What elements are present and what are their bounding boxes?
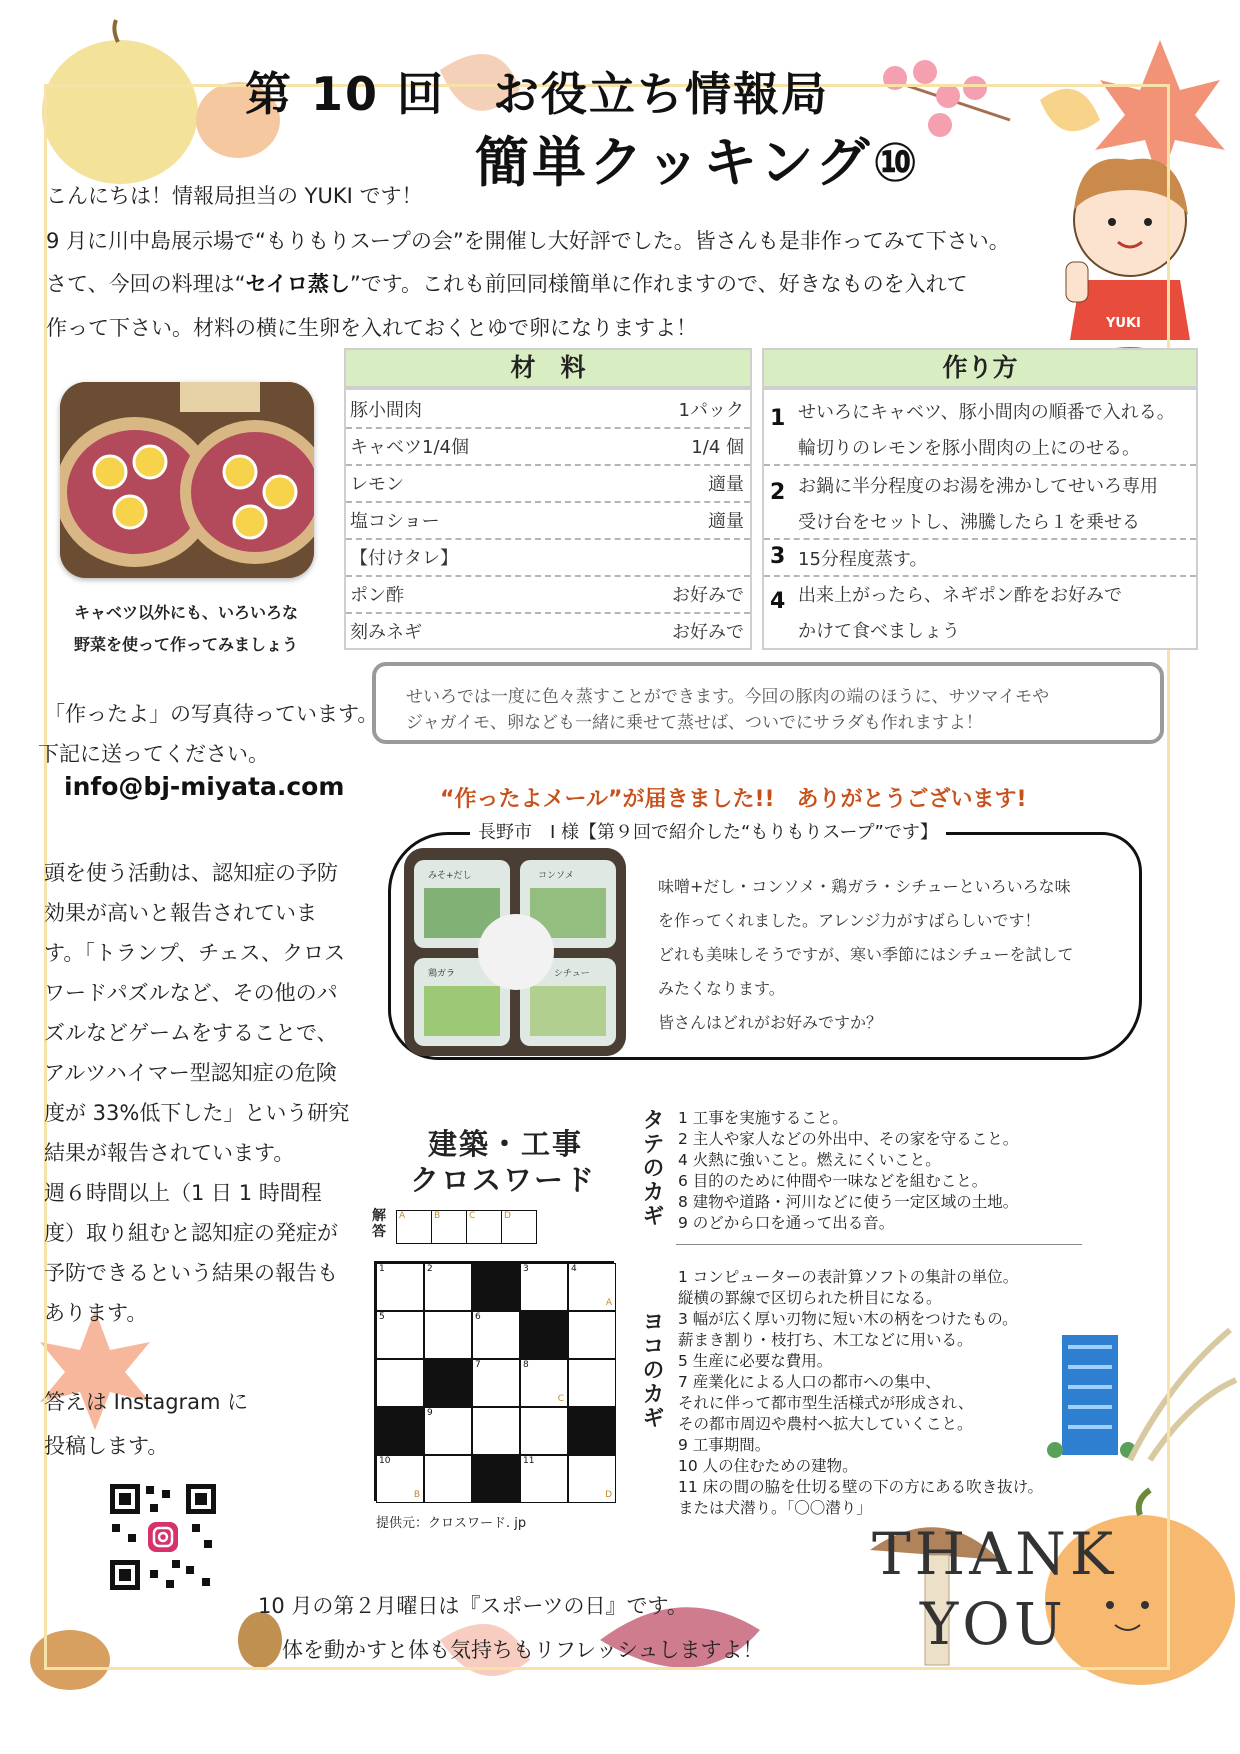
mail-text-line: どれも美味しそうですが、寒い季節にはシチューを試して <box>658 945 1074 964</box>
ingredient-name: 豚小間肉 <box>350 400 422 421</box>
brain-text-line: 頭を使う活動は、認知症の予防 <box>44 861 338 885</box>
container-label: みそ+だし <box>428 871 472 881</box>
crossword-black-cell <box>424 1359 472 1407</box>
method-step <box>764 538 1196 577</box>
ingredient-row <box>346 390 750 429</box>
yoko-clue: 薪まき割り・枝打ち、木工などに用いる。 <box>678 1331 973 1349</box>
cell-letter-marker: C <box>557 1394 564 1404</box>
intro-greeting: こんにちは！情報局担当の YUKI です！ <box>46 184 423 208</box>
crossword-black-cell <box>568 1407 616 1455</box>
cell-number: 3 <box>523 1264 529 1274</box>
answer-box-a[interactable] <box>397 1211 432 1243</box>
crossword-title-2: クロスワード <box>410 1163 597 1197</box>
mail-text-line: 皆さんはどれがお好みですか？ <box>658 1013 883 1032</box>
ingredient-name: レモン <box>350 474 404 495</box>
mail-text-line: を作ってくれました。アレンジ力がすばらしいです！ <box>658 911 1041 930</box>
method-step <box>764 390 1196 466</box>
mail-text-line: みたくなります。 <box>658 979 785 998</box>
crossword-black-cell <box>472 1263 520 1311</box>
crossword-cell[interactable] <box>376 1359 424 1407</box>
brain-text-line: 効果が高いと報告されていま <box>44 901 317 925</box>
crossword-black-cell <box>376 1407 424 1455</box>
container-label: コンソメ <box>538 871 574 881</box>
crossword-cell[interactable] <box>520 1359 568 1407</box>
page-subtitle: 簡単クッキング⑩ <box>475 131 922 194</box>
intro-line-4: 作って下さい。材料の横に生卵を入れておくとゆで卵になりますよ！ <box>46 316 697 340</box>
ingredient-row <box>346 501 750 540</box>
ingredient-row <box>346 464 750 503</box>
crossword-grid <box>374 1261 614 1501</box>
ingredient-row <box>346 427 750 466</box>
crossword-cell[interactable] <box>472 1407 520 1455</box>
crossword-cell[interactable] <box>376 1263 424 1311</box>
ingredients-header: 材 料 <box>344 348 752 388</box>
crossword-cell[interactable] <box>376 1455 424 1503</box>
photo-caption-2: 野菜を使って作ってみましょう <box>74 635 299 654</box>
answer-slot-label: A <box>399 1211 406 1221</box>
step-number: 1 <box>770 406 786 431</box>
brain-text-line: す。「トランプ、チェス、クロス <box>44 941 346 965</box>
container-label: 鶏ガラ <box>428 969 456 979</box>
tate-clue: 9 のどから口を通って出る音。 <box>678 1214 895 1232</box>
crossword-title-1: 建築・工事 <box>428 1127 584 1161</box>
answer-note-line-1: 答えは Instagram に <box>44 1390 249 1414</box>
crossword-cell[interactable] <box>472 1359 520 1407</box>
footer-line-1: 10 月の第２月曜日は『スポーツの日』です。 <box>258 1594 688 1618</box>
cell-number: 8 <box>523 1360 529 1370</box>
tate-clues-label: タテのカギ <box>639 1108 664 1228</box>
ingredient-row <box>346 538 750 577</box>
step-number: 2 <box>770 480 786 505</box>
answer-label: 解答 <box>372 1208 386 1240</box>
yoko-clue: 7 産業化による人口の都市への集中、 <box>678 1373 941 1391</box>
yoko-clue: 9 工事期間。 <box>678 1436 771 1454</box>
steamer-photo-drawing <box>60 382 314 578</box>
method-step <box>764 575 1196 649</box>
steamer-photo <box>60 382 314 578</box>
ingredient-row <box>346 612 750 649</box>
contact-email[interactable]: info@bj-miyata.com <box>64 772 345 801</box>
page-title: 第 10 回 お役立ち情報局 <box>245 67 830 121</box>
soup-containers-drawing <box>404 848 626 1056</box>
brain-text-line: あります。 <box>44 1301 148 1325</box>
crossword-cell[interactable] <box>424 1311 472 1359</box>
ingredients-box <box>344 388 752 650</box>
cell-number: 10 <box>379 1456 391 1466</box>
brain-text-line: ズルなどゲームをすることで、 <box>44 1021 338 1045</box>
intro-line-3-pre: さて、今回の料理は“ <box>46 272 246 296</box>
intro-line-2: 9 月に川中島展示場で“もりもりスープの会”を開催し大好評でした。皆さんも是非作ってみて下さい。 <box>46 229 1010 253</box>
yoko-clue: 縦横の罫線で区切られた枡目になる。 <box>678 1289 942 1307</box>
brain-text-line: ワードパズルなど、その他のパ <box>44 981 338 1005</box>
yoko-clues-label: ヨコのカギ <box>639 1310 664 1430</box>
yoko-clue: 10 人の住むための建物。 <box>678 1457 858 1475</box>
crossword-cell[interactable] <box>472 1311 520 1359</box>
ingredient-amount: 1/4 個 <box>691 437 744 458</box>
crossword-cell[interactable] <box>424 1263 472 1311</box>
crossword-cell[interactable] <box>376 1311 424 1359</box>
method-header: 作り方 <box>762 348 1198 388</box>
cell-number: 9 <box>427 1408 433 1418</box>
ingredient-name: ポン酢 <box>350 585 404 606</box>
ingredient-amount: 1パック <box>678 400 744 421</box>
answer-box-b[interactable] <box>432 1211 467 1243</box>
brain-text-line: アルツハイマー型認知症の危険 <box>44 1061 337 1085</box>
step-text: かけて食べましょう <box>798 621 960 642</box>
answer-slot-label: B <box>434 1211 441 1221</box>
crossword-cell[interactable] <box>568 1263 616 1311</box>
ingredient-name: キャベツ1/4個 <box>350 437 469 458</box>
ingredient-amount: 適量 <box>708 474 744 495</box>
tate-clue: 6 目的のために仲間や一味などを組むこと。 <box>678 1172 988 1190</box>
cell-number: 2 <box>427 1264 433 1274</box>
yoko-clue: それに伴って都市型生活様式が形成され、 <box>678 1394 974 1412</box>
ingredient-name: 【付けタレ】 <box>350 548 458 569</box>
step-text: 輪切りのレモンを豚小間肉の上にのせる。 <box>798 438 1140 459</box>
answer-boxes[interactable] <box>396 1210 537 1244</box>
crossword-cell[interactable] <box>568 1455 616 1503</box>
mascot-label: YUKI <box>1106 316 1141 331</box>
yoko-clue: 11 床の間の脇を仕切る壁の下の方にある吹き抜け。 <box>678 1478 1044 1496</box>
cell-number: 11 <box>523 1456 535 1466</box>
brain-text-line: 度が 33%低下した」という研究 <box>44 1101 350 1125</box>
ingredient-amount: お好みで <box>672 622 744 643</box>
footer-line-2: 体を動かすと体も気持ちもリフレッシュしますよ！ <box>282 1638 764 1662</box>
brain-text-line: 結果が報告されています。 <box>44 1141 295 1165</box>
intro-line-3 <box>46 268 968 298</box>
answer-box-c[interactable] <box>467 1211 502 1243</box>
crossword-cell[interactable] <box>568 1359 616 1407</box>
yoko-clue: 5 生産に必要な費用。 <box>678 1352 833 1370</box>
cell-number: 6 <box>475 1312 481 1322</box>
yoko-clue: 3 幅が広く厚い刃物に短い木の柄をつけたもの。 <box>678 1310 1018 1328</box>
ingredient-row <box>346 575 750 614</box>
container-label: シチュー <box>554 969 590 979</box>
brain-text-line: 予防できるという結果の報告も <box>44 1261 338 1285</box>
step-text: お鍋に半分程度のお湯を沸かしてせいろ専用 <box>798 476 1158 497</box>
ingredient-amount: お好みで <box>672 585 744 606</box>
photo-request-line-1: 「作ったよ」の写真待っています。 <box>44 702 379 726</box>
crossword-cell[interactable] <box>424 1407 472 1455</box>
crossword-black-cell <box>472 1455 520 1503</box>
crossword-cell[interactable] <box>568 1311 616 1359</box>
soup-containers-photo <box>404 848 626 1056</box>
answer-slot-label: D <box>504 1211 511 1221</box>
crossword-cell[interactable] <box>520 1263 568 1311</box>
clue-divider <box>676 1244 1082 1245</box>
photo-request-line-2: 下記に送ってください。 <box>38 742 269 766</box>
brain-text-line: 週６時間以上（1 日 1 時間程 <box>44 1181 322 1205</box>
step-number: 4 <box>770 589 786 614</box>
answer-box-d[interactable] <box>502 1211 536 1243</box>
yoko-clue: または犬潜り。「〇〇潜り」 <box>678 1499 872 1517</box>
thank-text: THANK <box>872 1520 1118 1588</box>
instagram-qr-code[interactable] <box>106 1480 220 1594</box>
method-step <box>764 464 1196 540</box>
crossword-cell[interactable] <box>520 1455 568 1503</box>
tate-clue: 8 建物や道路・河川などに使う一定区域の土地。 <box>678 1193 1019 1211</box>
cell-letter-marker: D <box>605 1490 612 1500</box>
yoko-clue: その都市周辺や農村へ拡大していくこと。 <box>678 1415 973 1433</box>
tate-clue: 1 工事を実施すること。 <box>678 1109 848 1127</box>
step-text: 15分程度蒸す。 <box>798 549 928 570</box>
ingredient-amount: 適量 <box>708 511 744 532</box>
ingredient-name: 塩コショー <box>350 511 440 532</box>
answer-note-line-2: 投稿します。 <box>44 1434 169 1458</box>
brain-text-line: 度）取り組むと認知症の発症が <box>44 1221 338 1245</box>
intro-dish-name: セイロ蒸し <box>245 272 350 296</box>
cell-number: 7 <box>475 1360 481 1370</box>
tate-clue: 4 火熱に強いこと。燃えにくいこと。 <box>678 1151 941 1169</box>
tate-clue: 2 主人や家人などの外出中、その家を守ること。 <box>678 1130 1019 1148</box>
crossword-cell[interactable] <box>520 1407 568 1455</box>
mail-section-title: “作ったよメール”が届きました!! ありがとうございます! <box>440 787 1027 812</box>
tip-line-1: せいろでは一度に色々蒸すことができます。今回の豚肉の端のほうに、サツマイモや <box>406 687 1050 707</box>
crossword-provider: 提供元：クロスワード. jp <box>376 1516 527 1531</box>
ingredient-name: 刻みネギ <box>350 622 422 643</box>
mail-section-subtitle: 長野市 I 様【第９回で紹介した“もりもりスープ”です】 <box>470 818 946 844</box>
you-text: YOU <box>920 1590 1067 1658</box>
step-text: せいろにキャベツ、豚小間肉の順番で入れる。 <box>798 402 1175 423</box>
cell-number: 5 <box>379 1312 385 1322</box>
step-text: 出来上がったら、ネギポン酢をお好みで <box>798 585 1122 606</box>
yoko-clue: 1 コンピューターの表計算ソフトの集計の単位。 <box>678 1268 1019 1286</box>
cell-number: 1 <box>379 1264 385 1274</box>
intro-line-3-post: ”です。これも前回同様簡単に作れますので、好きなものを入れて <box>349 272 968 296</box>
crossword-black-cell <box>520 1311 568 1359</box>
photo-caption-1: キャベツ以外にも、いろいろな <box>74 603 299 622</box>
tip-box <box>372 662 1164 744</box>
mail-text-line: 味噌+だし・コンソメ・鶏ガラ・シチューといろいろな味 <box>658 877 1071 896</box>
tip-line-2: ジャガイモ、卵なども一緒に乗せて蒸せば、ついでにサラダも作れますよ！ <box>406 713 983 733</box>
method-box <box>762 388 1198 650</box>
cell-letter-marker: A <box>605 1298 612 1308</box>
step-text: 受け台をセットし、沸騰したら１を乗せる <box>798 512 1140 533</box>
crossword-cell[interactable] <box>424 1455 472 1503</box>
answer-slot-label: C <box>469 1211 476 1221</box>
step-number: 3 <box>770 544 786 569</box>
cell-number: 4 <box>571 1264 577 1274</box>
cell-letter-marker: B <box>413 1490 420 1500</box>
